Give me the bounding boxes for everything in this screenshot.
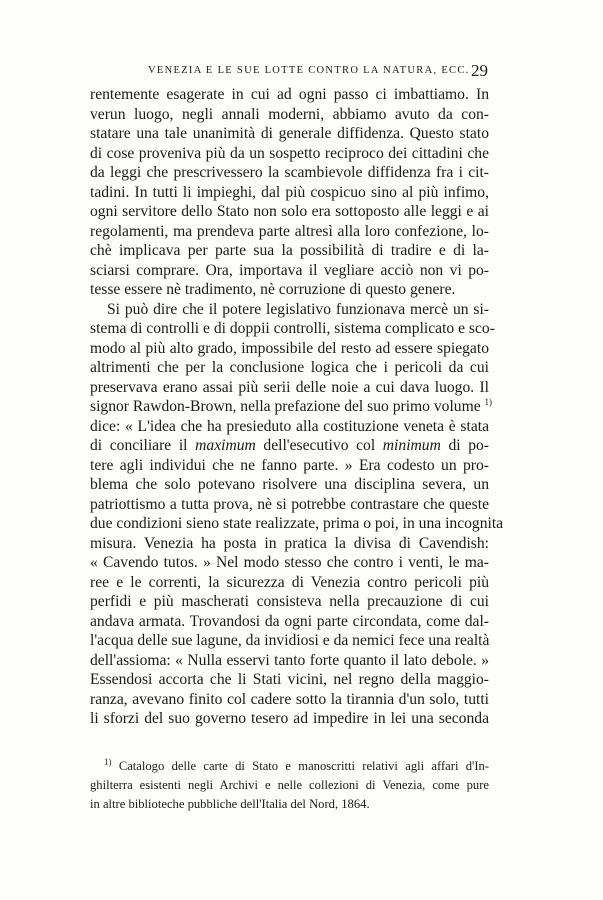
footnote-marker: 1) bbox=[104, 756, 112, 767]
text-line: Si può dire che il potere legislativo funzionava mercè un si- bbox=[107, 300, 489, 318]
text-line: Essendosi accorta che li Stati vicini, nel regno della maggio- bbox=[90, 671, 489, 688]
running-title: VENEZIA E LE SUE LOTTE CONTRO LA NATURA, ECC. bbox=[148, 65, 470, 76]
text-line: dice: « L'idea che ha presieduto alla costituzione veneta è stata bbox=[90, 417, 489, 435]
page-number: 29 bbox=[471, 61, 488, 80]
text-segment: signor Rawdon-Brown, nella prefazione del suo primo volume bbox=[90, 398, 481, 415]
text-line: li sforzi del suo governo tesero ad impedire in lei una seconda bbox=[90, 710, 489, 727]
text-line: dell'assioma: « Nulla esservi tanto forte quanto il lato debole. » bbox=[90, 651, 489, 669]
footnote-line: in altre biblioteche pubbliche dell'Italia del Nord, 1864. bbox=[90, 797, 370, 811]
footnote-reference: 1) bbox=[484, 396, 493, 407]
italic-term: maximum bbox=[195, 437, 256, 454]
text-segment: di po- bbox=[448, 437, 490, 454]
text-line: tesse essere nè tradimento, nè corruzione di questo genere. bbox=[90, 281, 456, 298]
text-line: altrimenti che per la conclusione logica che i pericoli da cui bbox=[90, 359, 489, 376]
text-line: da leggi che prescrivessero la scambievole diffidenza fra i cit- bbox=[90, 164, 489, 181]
text-segment: di conciliare il bbox=[90, 437, 188, 454]
footnote-line bbox=[90, 757, 489, 776]
text-line: ranza, avevano finito col cadere sotto la tirannia d'un solo, tutti bbox=[90, 690, 489, 708]
footnotes bbox=[90, 757, 489, 814]
italic-term: minimum bbox=[382, 437, 441, 454]
footnote-text: Catalogo delle carte di Stato e manoscritti relativi agli affari d'In- bbox=[118, 759, 490, 773]
footnote-line: ghilterra esistenti negli Archivi e nelle collezioni di Venezia, come pure bbox=[90, 778, 489, 792]
text-line: due condizioni sieno state realizzate, prima o poi, in una incognita bbox=[90, 515, 504, 532]
body-text bbox=[90, 85, 504, 729]
text-line: stema di controlli e di doppii controlli, sistema complicato e sco- bbox=[90, 320, 495, 337]
text-line: perfidi e più mascherati consisteva nella precauzione di cui bbox=[90, 593, 489, 610]
text-line: sciarsi comprare. Ora, importava il vegliare acciò non vi po- bbox=[90, 261, 489, 279]
text-line: misura. Venezia ha posta in pratica la divisa di Cavendish: bbox=[90, 534, 489, 552]
text-line: di cose proveniva più da un sospetto reciproco dei cittadini che bbox=[90, 144, 489, 162]
text-line: regolamenti, ma prendeva parte altresì alla loro confezione, lo- bbox=[90, 222, 489, 240]
text-line-mixed bbox=[90, 436, 489, 456]
text-line: andava armata. Trovandosi da ogni parte circondata, come dal- bbox=[90, 612, 489, 630]
text-line: blema che solo potevano risolvere una disciplina severa, un bbox=[90, 476, 489, 493]
text-line: ree e le correnti, la sicurezza di Venezia contro pericoli più bbox=[90, 573, 489, 591]
text-line: preservava erano assai più serii delle noie a cui dava luogo. Il bbox=[90, 378, 489, 396]
text-line: rentemente esagerate in cui ad ogni passo ci imbattiamo. In bbox=[90, 86, 489, 103]
text-line: modo al più alto grado, impossibile del resto ad essere spiegato bbox=[90, 339, 489, 357]
text-line: chè implicava per parte sua la possibilità di tradire e di la- bbox=[90, 242, 489, 259]
text-line: verun luogo, negli annali moderni, abbiamo avuto da con- bbox=[90, 105, 489, 123]
text-line: tadini. In tutti li impieghi, dal più cospicuo sino al più infimo, bbox=[90, 183, 489, 201]
text-segment: dell'esecutivo col bbox=[263, 437, 376, 454]
text-line: l'acqua delle sue lagune, da invidiosi e da nemici fece una realtà bbox=[90, 632, 490, 649]
text-line: tere agli individui che ne fanno parte. » Era codesto un pro- bbox=[90, 456, 489, 474]
text-line: patriottismo a tutta prova, nè si potrebbe contrastare che queste bbox=[90, 495, 489, 513]
text-line: statare una tale unanimità di generale diffidenza. Questo stato bbox=[90, 125, 489, 142]
text-line-with-footnote bbox=[90, 396, 493, 417]
text-line: ogni servitore dello Stato non solo era sottoposto alle leggi e ai bbox=[90, 203, 489, 220]
running-head bbox=[88, 61, 490, 83]
text-line: « Cavendo tutos. » Nel modo stesso che contro i venti, le ma- bbox=[90, 554, 489, 571]
